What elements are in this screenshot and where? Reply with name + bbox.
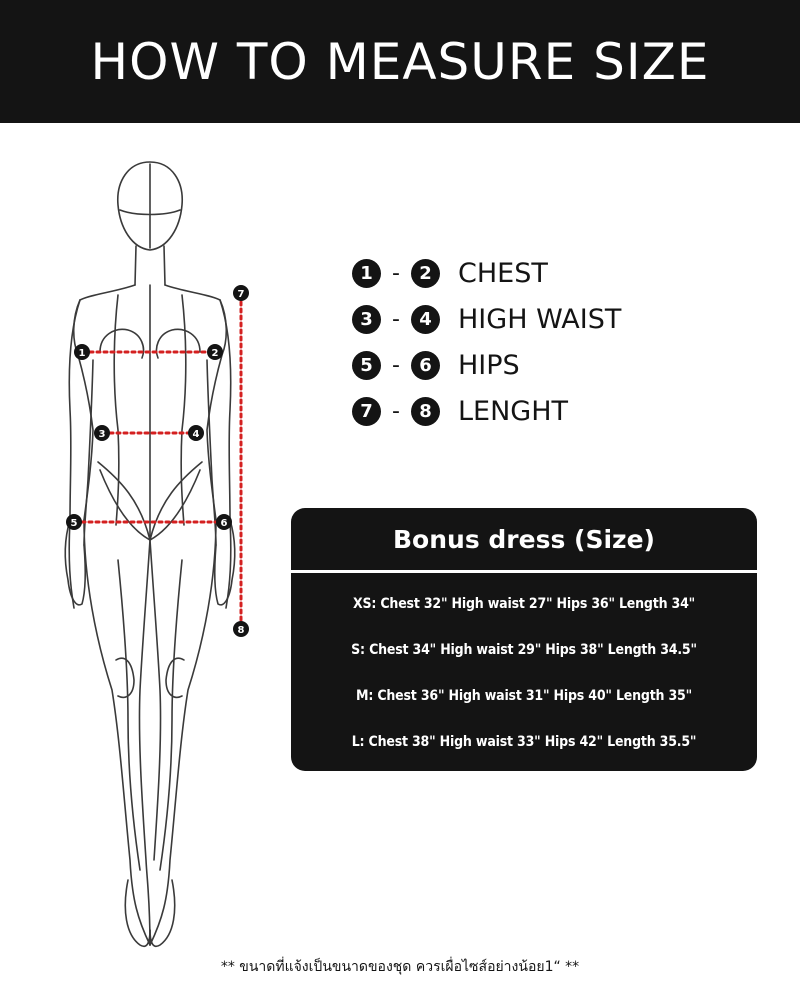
legend-row-length [352, 388, 621, 434]
svg-text:3: 3 [98, 429, 106, 440]
marker-8 [233, 621, 249, 637]
size-row-m: M: Chest 36" High waist 31" Hips 40" Length 35" [356, 688, 692, 704]
footnote-text: ** ขนาดที่แจ้งเป็นขนาดของชุด ควรเผื่อไซส์อย่างน้อย1“ ** [220, 959, 580, 975]
marker-4 [188, 425, 204, 441]
measurement-legend [352, 250, 621, 434]
mannequin-figure [0, 130, 290, 960]
legend-label-hips: HIPS [458, 349, 520, 381]
page-header [0, 0, 800, 123]
page-title: HOW TO MEASURE SIZE [90, 32, 710, 91]
legend-badge-from: 7 [352, 397, 381, 426]
svg-text:4: 4 [192, 429, 200, 440]
legend-row-high-waist [352, 296, 621, 342]
legend-dash: - [392, 306, 400, 332]
marker-3 [94, 425, 110, 441]
size-row-l: L: Chest 38" High waist 33" Hips 42" Length 35.5" [351, 734, 697, 750]
svg-text:2: 2 [211, 348, 219, 359]
legend-dash: - [392, 398, 400, 424]
legend-badge-to: 6 [411, 351, 440, 380]
marker-2 [207, 344, 223, 360]
svg-text:6: 6 [220, 518, 228, 529]
legend-badge-to: 4 [411, 305, 440, 334]
svg-text:1: 1 [78, 348, 86, 359]
legend-badge-from: 5 [352, 351, 381, 380]
marker-1 [74, 344, 90, 360]
measure-markers [66, 285, 249, 637]
legend-row-chest [352, 250, 621, 296]
legend-label-high-waist: HIGH WAIST [458, 303, 622, 335]
legend-badge-from: 3 [352, 305, 381, 334]
legend-badge-to: 8 [411, 397, 440, 426]
legend-label-length: LENGHT [458, 395, 569, 427]
legend-row-hips [352, 342, 621, 388]
size-row-s: S: Chest 34" High waist 29" Hips 38" Length 34.5" [351, 642, 697, 658]
legend-dash: - [392, 352, 400, 378]
legend-badge-from: 1 [352, 259, 381, 288]
svg-text:8: 8 [237, 625, 245, 636]
legend-dash: - [392, 260, 400, 286]
size-row-xs: XS: Chest 32" High waist 27" Hips 36" Length 34" [352, 596, 696, 612]
svg-text:5: 5 [70, 518, 78, 529]
marker-7 [233, 285, 249, 301]
marker-5 [66, 514, 82, 530]
size-chart-rows [291, 573, 757, 765]
svg-text:7: 7 [237, 289, 245, 300]
size-chart-box [291, 508, 757, 771]
marker-6 [216, 514, 232, 530]
legend-label-chest: CHEST [458, 257, 548, 289]
legend-badge-to: 2 [411, 259, 440, 288]
size-chart-title: Bonus dress (Size) [393, 524, 655, 554]
